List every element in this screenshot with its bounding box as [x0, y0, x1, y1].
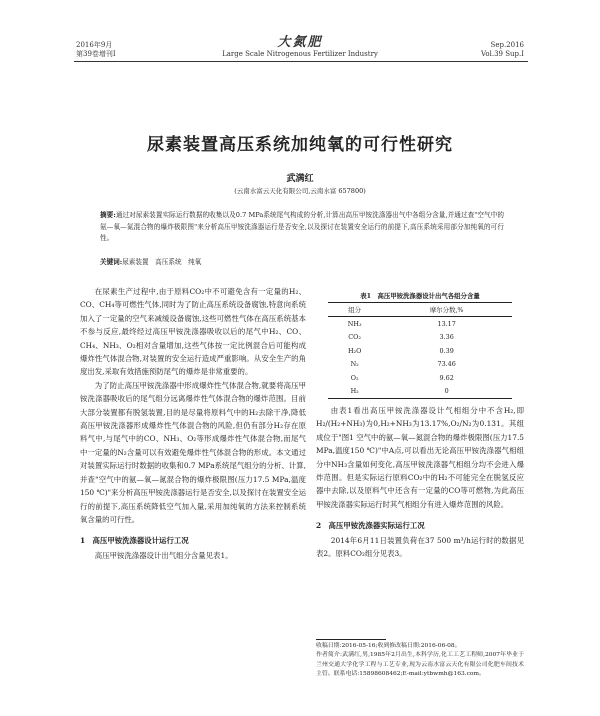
- table-row: [328, 371, 512, 384]
- header-right: [481, 41, 524, 59]
- table-row: [328, 317, 512, 331]
- issue-date: 2016年9月: [76, 41, 113, 49]
- author-bio: 作者简介:武满红,男,1985年2月出生,本科学历,化工工艺工程师,2007年毕业于兰州交通大学化学工程与工艺专业,现为云南水富云天化有限公司化肥车间技术主管。联系电话:15898608462;E-mail:ytbwmh@163.com。: [316, 652, 524, 677]
- table-1-discussion: 由表1看出高压甲铵洗涤器设计气相组分中不含H₂,即H₂/(H₂+NH₃)为0,H₂+NH₃为13.17%,O₂/N₂为0.131。其组成位于"图1 空气中的氨—氧—氮混合物的爆炸极限图(压力17.5 MPa,温度150 ℃)"中A点,可以看出无论高压甲铵洗涤器气相组分中NH₃含量如何变化,高压甲铵洗涤器气相组分均不会进入爆炸范围。但是实际运行原料CO₂中的H₂不可能完全在脱氢反应器中去除,以及原料气中还含有一定量的CO等可燃物,为此高压甲铵洗涤器实际运行时其气相组分有进入爆炸范围的风险。: [316, 406, 524, 509]
- table-row: [328, 384, 512, 398]
- section-2-heading: 2 高压甲铵洗涤器实际运行工况: [316, 521, 425, 531]
- body-right-column: [316, 404, 524, 560]
- component-name: CO₂: [348, 333, 361, 342]
- keywords: [100, 257, 504, 268]
- table-row: [328, 331, 512, 344]
- table-header-component: 组分: [328, 303, 381, 317]
- mole-fraction: 13.17: [437, 320, 456, 329]
- mole-fraction: 9.62: [439, 373, 454, 382]
- issue-date-en: Sep.2016: [490, 41, 524, 49]
- abstract-label: 摘要:: [100, 211, 116, 219]
- received-date: 收稿日期:2016-05-16;收到修改稿日期:2016-06-08。: [316, 643, 461, 649]
- abstract-text: 通过对尿素装置实际运行数据的收集以及0.7 MPa系统尾气构成的分析,计算出高压甲铵洗涤器出气中各组分含量,并通过查"空气中的氨—氧—氮混合物的爆炸极限图"来分析高压甲铵洗涤器运行是否安全,以及探讨在装置安全运行的前提下,高压系统采用部分加纯氧的可行性。: [100, 211, 504, 242]
- table-row: [328, 344, 512, 357]
- component-name: H₂O: [347, 346, 362, 355]
- header-rule: [74, 61, 528, 62]
- mole-fraction: 0: [381, 384, 512, 398]
- issue-volume: 第39卷增刊Ⅰ: [76, 50, 116, 58]
- section-2-paragraph: 2014年6月11日装置负荷在37 500 m³/h运行时的数据见表2。原料CO₂组分见表3。: [316, 535, 524, 559]
- component-name: H₂: [328, 384, 381, 398]
- keywords-text: 尿素装置 高压系统 纯氧: [122, 258, 202, 266]
- table-1: [328, 302, 512, 399]
- footnote: [316, 642, 524, 679]
- journal-english-name: Large Scale Nitrogenous Fertilizer Industry: [222, 50, 378, 58]
- mole-fraction: 0.39: [439, 346, 454, 355]
- component-name: N₂: [350, 360, 359, 369]
- mole-fraction: 3.36: [439, 333, 454, 342]
- mole-fraction: 73.46: [437, 360, 456, 369]
- table-1-title: 表1 高压甲铵洗涤器设计出气各组分含量: [360, 292, 480, 300]
- abstract: [100, 210, 504, 245]
- section-1-heading: 1 高压甲铵洗涤器设计运行工况: [80, 536, 189, 546]
- intro-paragraph-1: 在尿素生产过程中,由于原料CO₂中不可避免含有一定量的H₂、CO、CH₄等可燃性气体,同时为了防止高压系统设备腐蚀,特意向系统加入了一定量的空气来减缓设备腐蚀,这些可燃性气体在高压系统基本不参与反应,最终经过高压甲铵洗涤器吸收以后的尾气中H₂、CO、CH₄、NH₃、O₂相对含量增加,这些气体按一定比例混合后可能构成爆炸性气体混合物,对装置的安全运行造成严重影响。从安全生产的角度出发,采取有效措施预防尾气的爆炸是非常重要的。: [80, 287, 306, 377]
- author: 武满红: [286, 174, 314, 184]
- component-name: NH₃: [347, 320, 362, 329]
- journal-name: 大氮肥: [277, 35, 323, 50]
- paper-title: 尿素装置高压系统加纯氧的可行性研究: [147, 135, 453, 155]
- intro-paragraph-2: 为了防止高压甲铵洗涤器中形成爆炸性气体混合物,就要将高压甲铵洗涤器吸收后的尾气组分远离爆炸性气体混合物的爆炸范围。目前大部分装置都有脱氢装置,目的是尽量将原料气中的H₂去除干净,降低高压甲铵洗涤器形成爆炸性气体混合物的风险,但仍有部分H₂存在原料气中,与尾气中的CO、NH₃、O₂等形成爆炸性气体混合物,而尾气中一定量的N₂含量可以有效避免爆炸性气体混合物的形成。本文通过对装置实际运行时数据的收集和0.7 MPa系统尾气组分的分析、计算,并查"空气中的氨—氧—氮混合物的爆炸极限图(压力17.5 MPa,温度150 ℃)"来分析高压甲铵洗涤器运行是否安全,以及探讨在装置安全运行的前提下,高压系统降低空气加入量,采用加纯氧的方法来控制系统氧含量的可行性。: [80, 380, 306, 524]
- body-left-column: [80, 285, 306, 562]
- table-header-fraction: 摩尔分数,%: [381, 303, 512, 317]
- section-1-paragraph: 高压甲铵洗涤器设计出气组分含量见表1。: [94, 550, 233, 560]
- table-header-row: [328, 303, 512, 317]
- keywords-label: 关键词:: [100, 258, 123, 266]
- table-row: [328, 358, 512, 371]
- footnote-rule: [316, 639, 386, 640]
- component-name: O₂: [350, 373, 359, 382]
- issue-volume-en: Vol.39 Sup.Ⅰ: [481, 50, 524, 58]
- affiliation: (云南水富云天化有限公司,云南水富 657800): [234, 187, 366, 195]
